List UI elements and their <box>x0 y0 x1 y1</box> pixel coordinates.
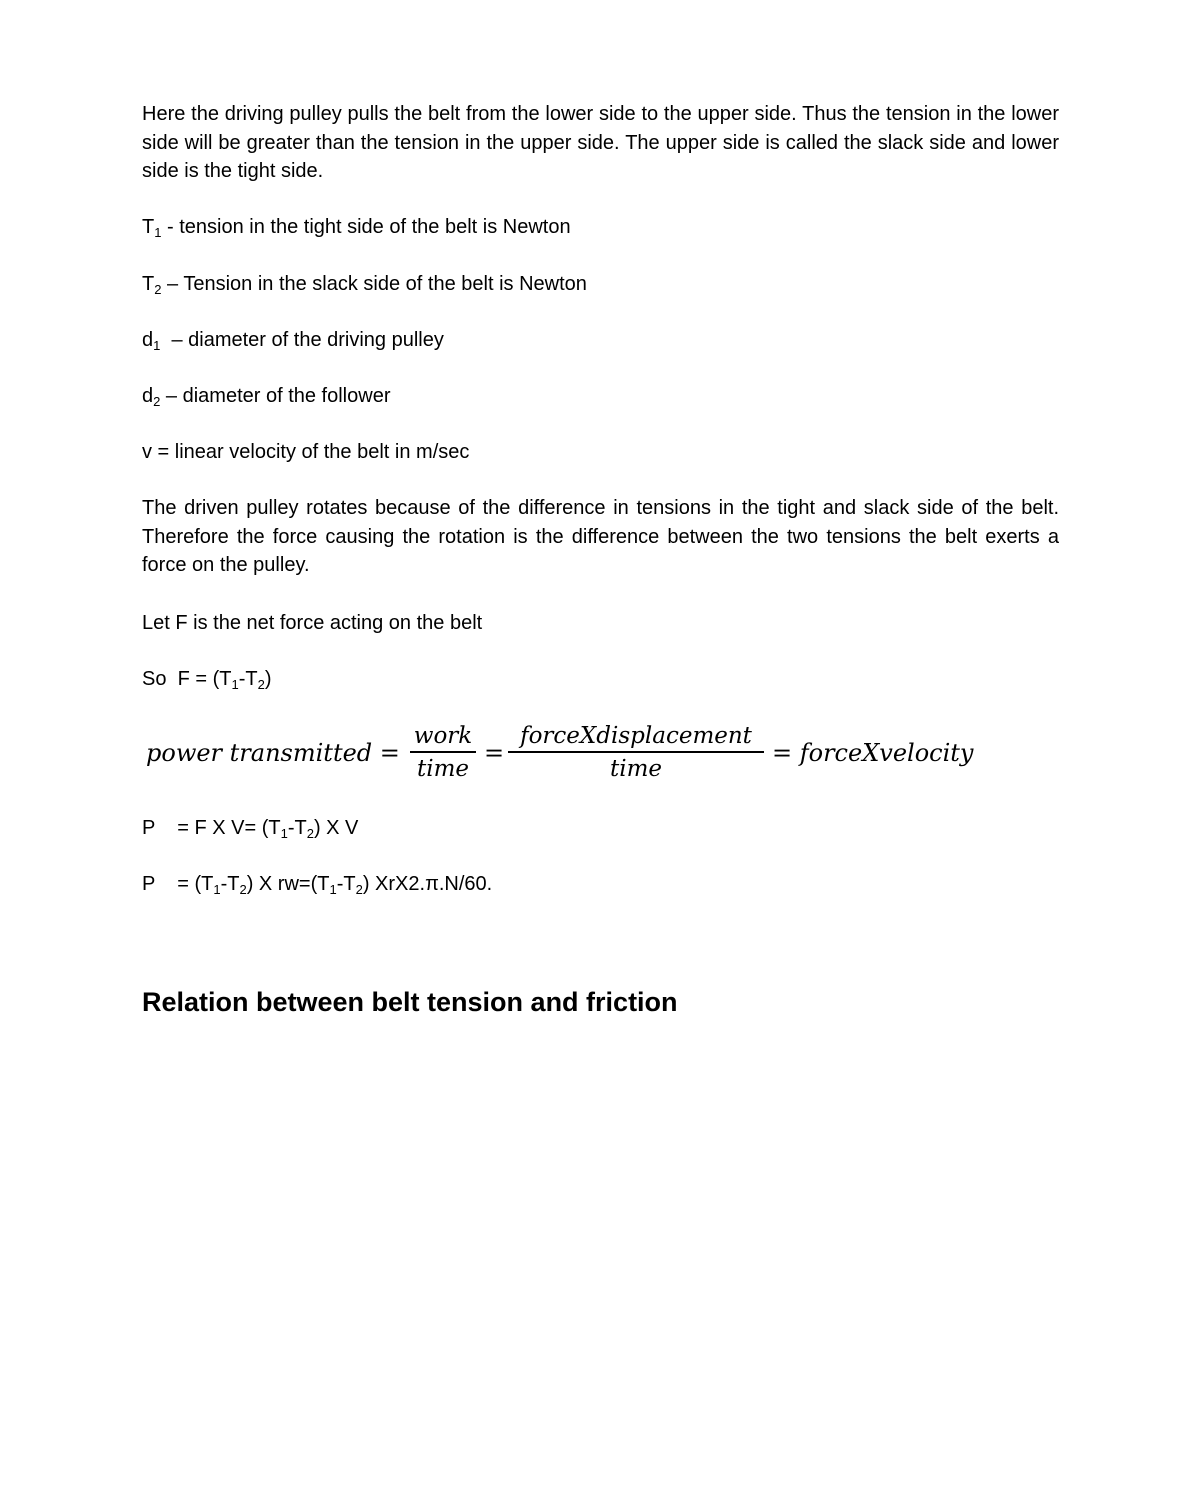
power-equation-2 <box>142 870 492 898</box>
subscript: 2 <box>153 394 161 409</box>
driven-paragraph: The driven pulley rotates because of the difference in tensions in the tight and slack side of the belt. Therefore the force causing the rotation is the difference between the two tensions the belt exerts a force on the pulley. <box>142 497 1059 576</box>
formula-equals: = <box>484 739 505 767</box>
definition-text: – diameter of the follower <box>160 385 391 407</box>
definition-text: – Tension in the slack side of the belt is Newton <box>161 273 587 295</box>
symbol: T <box>142 216 155 238</box>
definition-v: v = linear velocity of the belt in m/sec <box>142 441 470 463</box>
power-equation-1 <box>142 814 358 842</box>
equation-part: So F = (T <box>142 668 232 690</box>
fraction-forcexdisplacement-time <box>508 722 764 783</box>
symbol: d <box>142 385 154 407</box>
subscript: 2 <box>355 882 363 897</box>
fraction-denominator: time <box>609 756 663 782</box>
subscript: 1 <box>329 882 337 897</box>
equation-part: -T <box>336 873 356 895</box>
equation-part: -T <box>287 817 307 839</box>
definition-text: - tension in the tight side of the belt is Newton <box>161 216 571 238</box>
subscript: 1 <box>280 826 288 841</box>
fraction-numerator: forceXdisplacement <box>520 723 752 749</box>
fraction-work-time <box>410 722 476 783</box>
net-force-line: Let F is the net force acting on the belt <box>142 612 483 634</box>
definition-d2 <box>142 382 390 410</box>
equation-part: ) <box>264 668 272 690</box>
subscript: 2 <box>257 677 265 692</box>
subscript: 2 <box>306 826 314 841</box>
equation-part: ) X rw=(T <box>246 873 330 895</box>
definition-d1 <box>142 326 444 354</box>
symbol: d <box>142 329 154 351</box>
subscript: 2 <box>154 282 162 297</box>
formula-rhs: = forceXvelocity <box>772 739 974 767</box>
equation-part: -T <box>220 873 240 895</box>
definition-text: – diameter of the driving pulley <box>160 329 444 351</box>
subscript: 1 <box>231 677 239 692</box>
subscript: 1 <box>153 338 161 353</box>
fraction-bar <box>410 751 476 753</box>
subscript: 1 <box>213 882 221 897</box>
equation-part: ) X V <box>313 817 359 839</box>
equation-part: P = (T <box>142 873 214 895</box>
equation-part: ) XrX2.π.N/60. <box>362 873 493 895</box>
equation-part: P = F X V= (T <box>142 817 281 839</box>
fraction-bar <box>508 751 764 753</box>
force-equation <box>142 665 272 693</box>
symbol: T <box>142 273 155 295</box>
definition-t2 <box>142 270 587 298</box>
fraction-denominator: time <box>416 756 470 782</box>
intro-paragraph: Here the driving pulley pulls the belt from the lower side to the upper side. Thus the tension in the lower side will be greater than the tension in the upper side. The upper side is called the slack side and lower side is the tight side. <box>142 103 1059 182</box>
equation-part: -T <box>238 668 258 690</box>
subscript: 1 <box>154 225 162 240</box>
definition-t1 <box>142 213 571 241</box>
section-heading: Relation between belt tension and friction <box>142 987 678 1017</box>
subscript: 2 <box>239 882 247 897</box>
fraction-numerator: work <box>413 723 473 749</box>
formula-lhs: power transmitted = <box>146 739 400 767</box>
